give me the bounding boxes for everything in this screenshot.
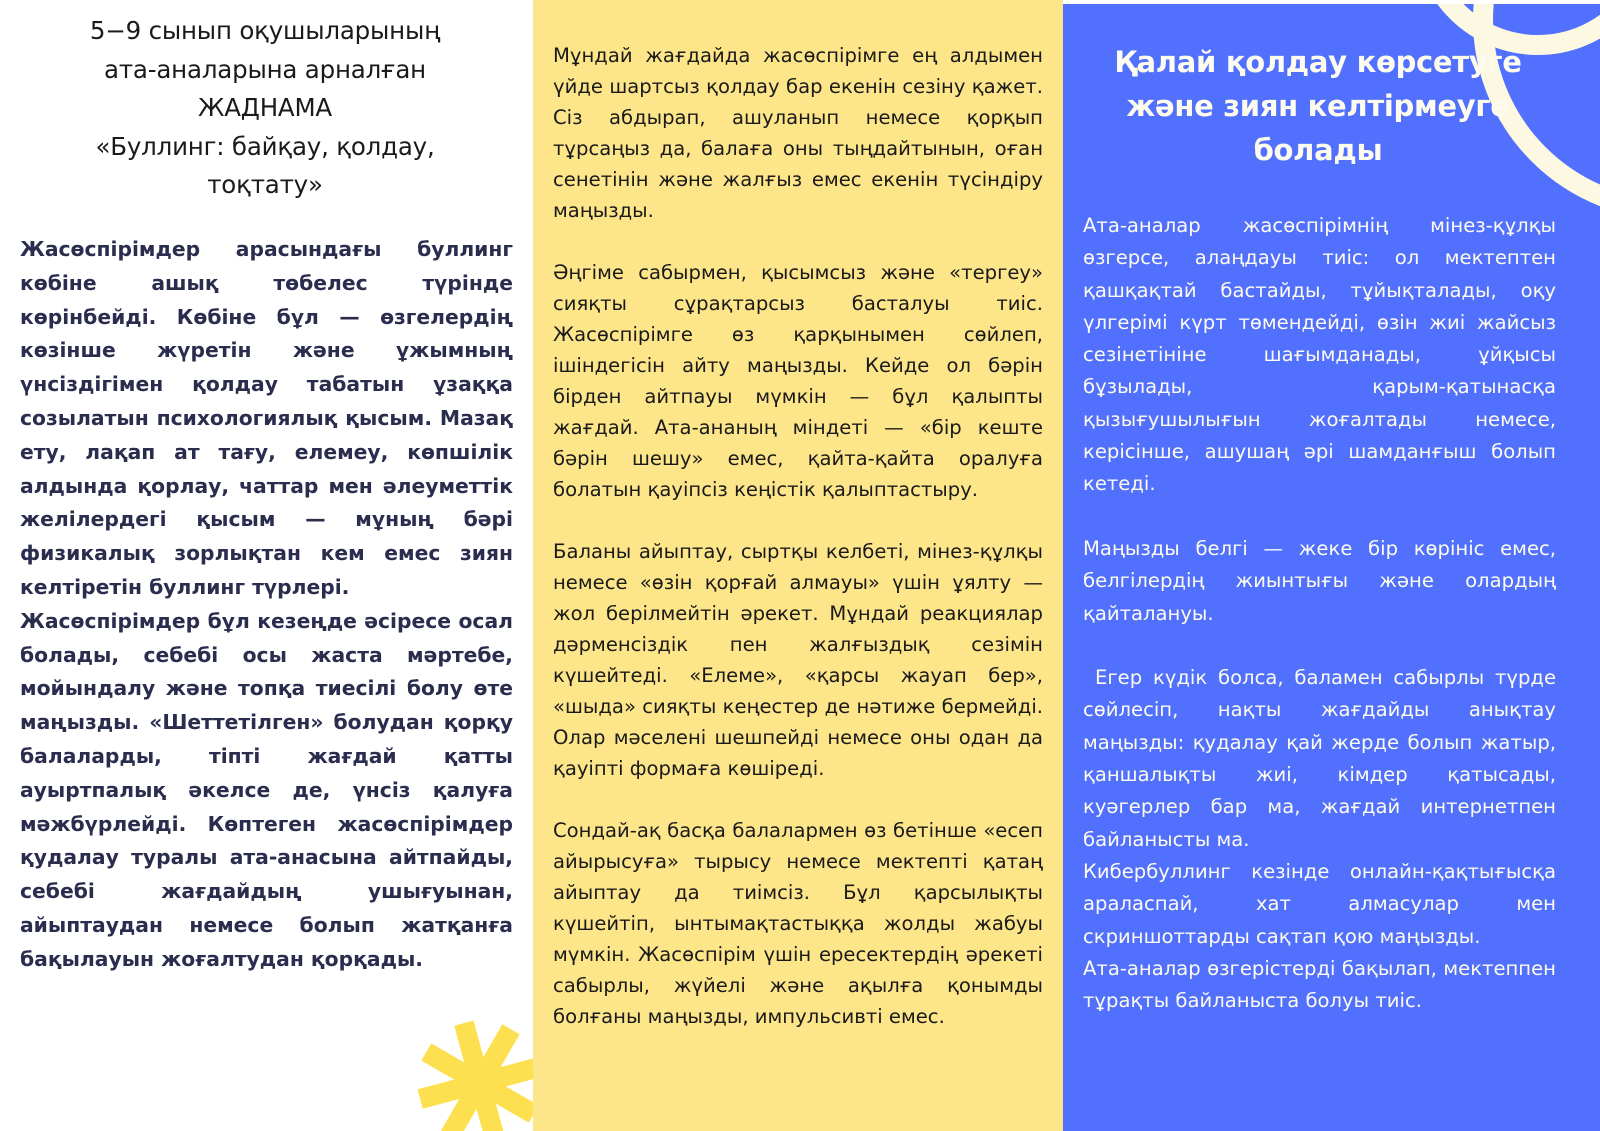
- paragraph: Баланы айыптау, сыртқы келбеті, мінез-құлқы немесе «өзін қорғай алмауы» үшін ұялту — жол берілмейтін әрекет. Мұндай реакциялар дәрменсіздік пен жалғыздық сезімін күшейтеді. «Елеме», «қарсы жауап бер», «шыда» сияқты кеңестер де нәтиже бермейді. Олар мәселені шешпейді немесе оны одан да қауіпті формаға көшіреді.: [553, 540, 1043, 780]
- paragraph: Маңызды белгі — жеке бір көрініс емес, белгілердің жиынтығы және олардың қайталануы.: [1083, 536, 1556, 625]
- asterisk-decoration-icon: [415, 1018, 545, 1131]
- heading-line: және зиян келтірмеуге: [1126, 89, 1510, 123]
- paragraph: Егер күдік болса, баламен сабырлы түрде сөйлесіп, нақты жағдайды анықтау маңызды: қудалау қай жерде болып жатыр, қаншалықты жиі, кімдер қатысады, куәгерлер бар ма, жағдай интернетпен байланысты ма.: [1083, 666, 1556, 851]
- paragraph: Ата-аналар жасөспірімнің мінез-құлқы өзгерсе, алаңдауы тиіс: ол мектептен қашқақтай бастайды, тұйықталады, оқу үлгерімі күрт төмендейді, өзін жиі жайсыз сезінетініне шағымданады, ұйқысы бұзылады, қарым-қатынасқа қызығушылығын жоғалтады немесе, керісінше, ашушаң әрі шамданғыш болып кетеді.: [1083, 214, 1556, 496]
- title-line: «Буллинг: байқау, қолдау,: [95, 131, 435, 161]
- paragraph: Әңгіме сабырмен, қысымсыз және «тергеу» сияқты сұрақтарсыз басталуы тиіс. Жасөспірімге өз қарқынымен сөйлеп, ішіндегісін айту маңызды. Кейде ол бәрін бірден айтпауы мүмкін — бұл қалыпты жағдай. Ата-ананың міндеті — «бір кеште бәрін шешу» емес, қайта-қайта оралуға болатын қауіпсіз кеңістік қалыптастыру.: [553, 261, 1043, 501]
- middle-body-text: [553, 40, 1043, 1063]
- paragraph: Жасөспірімдер бұл кезеңде әсіресе осал болады, себебі осы жаста мәртебе, мойындалу және топқа тиесілі болу өте маңызды. «Шеттетілген» болудан қорқу балаларды, тіпті жағдай қатты ауыртпалық әкелсе де, үнсіз қалуға мәжбүрлейді. Көптеген жасөспірімдер қудалау туралы ата-анасына айтпайды, себебі жағдайдың ушығуынан, айыптаудан немесе болып жатқанға бақылауын жоғалтудан қорқады.: [20, 608, 513, 971]
- title-line: тоқтату»: [207, 170, 323, 199]
- right-column: [1063, 4, 1600, 1131]
- paragraph: Сондай-ақ басқа балалармен өз бетінше «есеп айырысуға» тырысу немесе мектепті қатаң айыптау да тиімсіз. Бұл қарсылықты күшейтіп, ынтымақтастыққа жолды жабуы мүмкін. Жасөспірім үшін ересектердің әрекеті сабырлы, жүйелі және ақылға қонымды болғаны маңызды, импульсивті емес.: [553, 819, 1043, 1028]
- leaflet-title: [20, 12, 510, 205]
- heading-line: Қалай қолдау көрсетуге: [1114, 45, 1522, 79]
- title-line: ЖАДНАМА: [198, 93, 332, 122]
- paragraph: Жасөспірімдер арасындағы буллинг көбіне ашық төбелес түрінде көрінбейді. Көбіне бұл — өзгелердің көзінше жүретін және ұжымның үнсіздігімен қолдау табатын ұзаққа созылатын психологиялық қысым. Мазақ ету, лақап ат тағу, елемеу, көпшілік алдында қорлау, чаттар мен әлеуметтік желілердегі қысым — мұның бәрі физикалық зорлықтан кем емес зиян келтіретін буллинг түрлері.: [20, 237, 513, 599]
- title-line: 5−9 сынып оқушыларының: [89, 16, 441, 45]
- section-heading: [1083, 40, 1553, 172]
- left-column: [0, 0, 533, 1131]
- title-line: ата-аналарына арналған: [104, 54, 426, 84]
- left-body-text: [20, 233, 513, 977]
- paragraph: Кибербуллинг кезінде онлайн-қақтығысқа араласпай, хат алмасулар мен скриншоттарды сақтап қою маңызды.: [1083, 859, 1556, 948]
- heading-line: болады: [1253, 133, 1383, 167]
- right-body-text: [1083, 210, 1556, 1017]
- paragraph: Мұндай жағдайда жасөспірімге ең алдымен үйде шартсыз қолдау бар екенін сезіну қажет. Сіз абдырап, ашуланып немесе қорқып тұрсаңыз да, балаға оны тыңдайтынын, оған сенетінін және жалғыз емес екенін түсіндіру маңызды.: [553, 44, 1043, 222]
- middle-column: [533, 0, 1063, 1131]
- paragraph: Ата-аналар өзгерістерді бақылап, мектеппен тұрақты байланыста болуы тиіс.: [1083, 956, 1556, 1013]
